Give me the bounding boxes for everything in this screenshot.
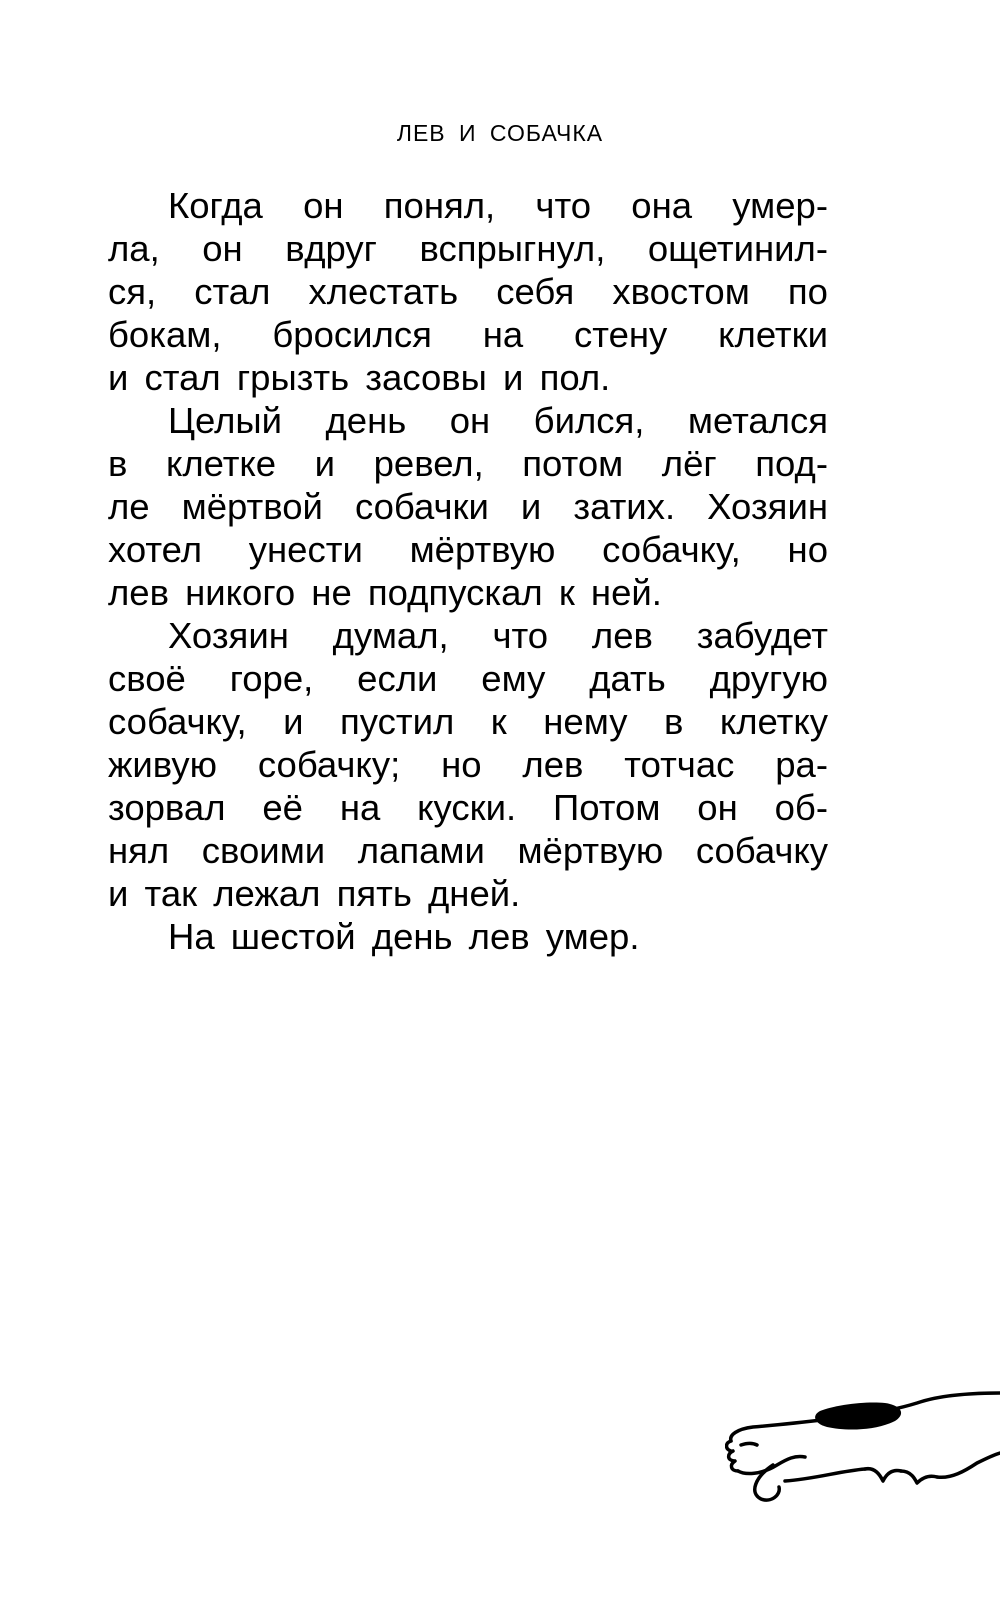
text-line: бокам, бросился на стену клетки	[108, 314, 828, 355]
text-line: в клетке и ревел, потом лёг под-	[108, 443, 828, 484]
paragraph-3	[108, 614, 828, 915]
text-line: и так лежал пять дней.	[108, 873, 521, 914]
lion-paw-icon	[725, 1385, 1000, 1520]
text-line: ла, он вдруг вспрыгнул, ощетинил-	[108, 228, 828, 269]
text-line: Когда он понял, что она умер-	[168, 185, 828, 226]
text-line: На шестой день лев умер.	[168, 916, 640, 957]
paragraph-1	[108, 184, 828, 399]
text-line: Хозяин думал, что лев забудет	[168, 615, 828, 656]
text-line: лев никого не подпускал к ней.	[108, 572, 662, 613]
text-line: нял своими лапами мёртвую собачку	[108, 830, 828, 871]
text-line: собачку, и пустил к нему в клетку	[108, 701, 828, 742]
text-line: и стал грызть засовы и пол.	[108, 357, 611, 398]
text-line: своё горе, если ему дать другую	[108, 658, 828, 699]
running-head: ЛЕВ И СОБАЧКА	[396, 120, 604, 146]
text-line: зорвал её на куски. Потом он об-	[108, 787, 828, 828]
paragraph-2	[108, 399, 828, 614]
text-line: ле мёртвой собачки и затих. Хозяин	[108, 486, 828, 527]
text-line: живую собачку; но лев тотчас ра-	[108, 744, 828, 785]
paragraph-4	[108, 915, 828, 958]
text-line: Целый день он бился, метался	[168, 400, 828, 441]
text-line: хотел унести мёртвую собачку, но	[108, 529, 828, 570]
text-line: ся, стал хлестать себя хвостом по	[108, 271, 828, 312]
story-text	[108, 184, 828, 958]
